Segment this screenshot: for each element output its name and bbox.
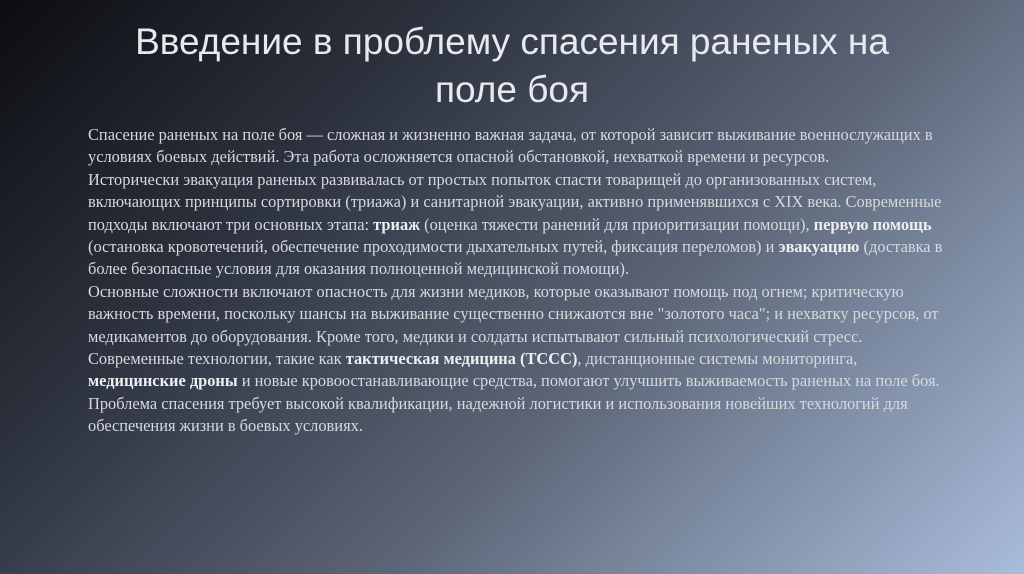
tech-text-1: Современные технологии, такие как (88, 349, 346, 369)
paragraph-history (88, 169, 948, 281)
title-line-2: поле боя (434, 69, 590, 110)
term-triage: триаж (373, 214, 421, 234)
term-evacuation: эвакуацию (778, 237, 860, 257)
history-text-3: (остановка кровотечений, обеспечение проходимости дыхательных путей, фиксация переломов) и (88, 237, 779, 257)
term-medical-drones: медицинские дроны (88, 371, 238, 391)
tech-text-2: , дистанционные системы мониторинга, (577, 349, 858, 369)
history-text-4: (доставка в более безопасные условия для оказания полноценной медицинской помощи). (88, 237, 943, 279)
term-tccc: тактическая медицина (TCCC) (345, 349, 578, 369)
tech-text-3: и новые кровоостанавливающие средства, помогают улучшить выживаемость раненых на поле боя. Проблема спасения требует высокой квалификации, надежной логистики и использования новейших технологий для обеспечения жизни в боевых условиях. (88, 371, 940, 436)
slide-body (88, 124, 948, 438)
title-line-1: Введение в проблему спасения раненых на (135, 21, 889, 62)
paragraph-difficulties: Основные сложности включают опасность для жизни медиков, которые оказывают помощь под огнем; критическую важность времени, поскольку шансы на выживание существенно снижаются вне "золотого часа"; и нехватку ресурсов, от медикаментов до оборудования. Кроме того, медики и солдаты испытывают сильный психологический стресс. (88, 281, 939, 346)
slide-title (60, 18, 964, 114)
paragraph-technologies (88, 348, 948, 438)
term-first-aid: первую помощь (813, 214, 932, 234)
history-text-2: (оценка тяжести ранений для приоритизации помощи), (420, 214, 814, 234)
paragraph-intro: Спасение раненых на поле боя — сложная и жизненно важная задача, от которой зависит выживание военнослужащих в условиях боевых действий. Эта работа осложняется опасной обстановкой, нехваткой времени и ресурсов. (88, 125, 933, 167)
history-text-1: Исторически эвакуация раненых развивалась от простых попыток спасти товарищей до организованных систем, включающих принципы сортировки (триажа) и санитарной эвакуации, активно применявшихся с XIX века. Современные подходы включают три основных этапа: (88, 169, 942, 234)
